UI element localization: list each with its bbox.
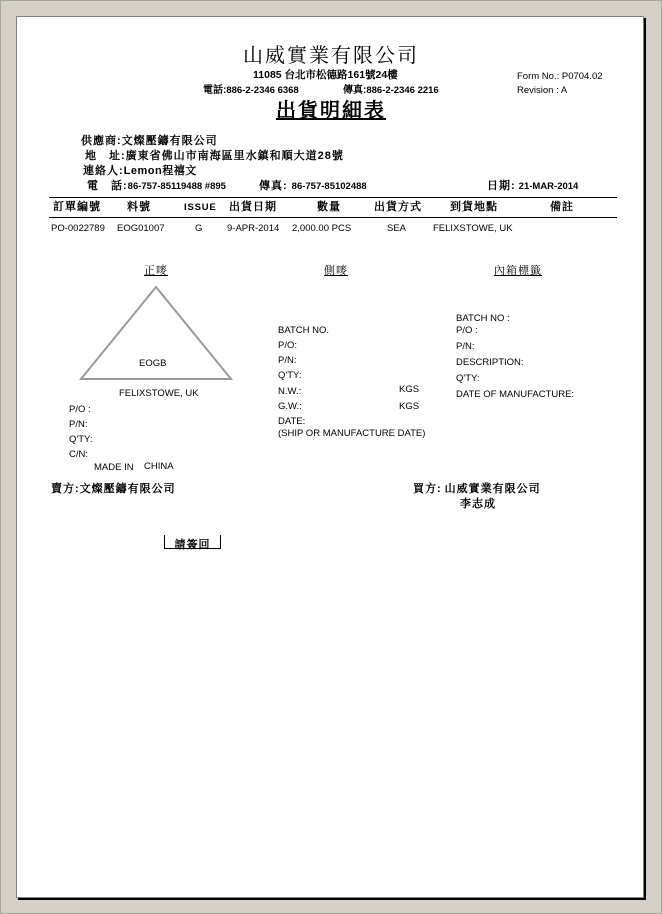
seller-signature — [51, 483, 176, 496]
side-mark-qty: Q'TY: — [278, 370, 302, 381]
side-mark-gw: G.W.: — [278, 401, 302, 412]
company-fax-label: 傳真: — [343, 85, 367, 96]
side-mark-po: P/O: — [278, 340, 298, 351]
buyer-label: 買方: — [413, 483, 442, 495]
inner-label-description: DESCRIPTION: — [456, 357, 524, 368]
supplier-vendor — [81, 135, 218, 148]
main-mark-code: EOGB — [139, 358, 167, 369]
inner-label-qty: Q'TY: — [456, 373, 480, 384]
company-fax-value: 886-2-2346 2216 — [366, 85, 439, 96]
supplier-address — [85, 150, 344, 163]
sign-back-box — [164, 535, 221, 549]
header-ship-date: 出貨日期 — [229, 201, 277, 213]
main-mark-origin-value: CHINA — [144, 461, 174, 472]
side-mark-date-note: (SHIP OR MANUFACTURE DATE) — [278, 428, 426, 439]
document-date-label: 日期: — [487, 180, 516, 192]
cell-quantity: 2,000.00 PCS — [292, 223, 352, 234]
inner-label-manufacture-date: DATE OF MANUFACTURE: — [456, 389, 575, 400]
inner-label-po: P/O : — [456, 325, 478, 336]
main-mark-heading: 正嘜 — [144, 265, 168, 277]
inner-label-batch-no: BATCH NO : — [456, 313, 510, 324]
side-mark-batch-no: BATCH NO. — [278, 325, 330, 336]
supplier-fax-label: 傳真: — [259, 180, 288, 192]
header-part-no: 料號 — [127, 201, 151, 213]
header-ship-method: 出貨方式 — [374, 201, 422, 213]
company-tel-label: 電話: — [203, 85, 227, 96]
document-title: 出貨明細表 — [276, 100, 386, 122]
company-tel — [203, 84, 299, 97]
side-mark-gw-unit: KGS — [399, 401, 420, 412]
supplier-contact — [83, 165, 197, 178]
supplier-vendor-label: 供應商: — [81, 135, 122, 147]
side-mark-heading: 側嘜 — [324, 265, 348, 277]
form-number: Form No.: P0704.02 — [517, 71, 603, 82]
seller-name: 文燦壓鑄有限公司 — [79, 483, 176, 495]
side-mark-date: DATE: — [278, 416, 306, 427]
company-tel-value: 886-2-2346 6368 — [226, 85, 299, 96]
inner-label-heading: 內箱標籤 — [494, 265, 542, 277]
cell-issue: G — [195, 223, 203, 234]
supplier-address-value: 廣東省佛山市南海區里水鎮和順大道28號 — [125, 150, 344, 162]
supplier-contact-label: 連絡人: — [83, 165, 124, 177]
seller-label: 賣方: — [51, 483, 80, 495]
inner-label-pn: P/N: — [456, 341, 475, 352]
main-mark-pn: P/N: — [69, 419, 88, 430]
supplier-tel-label: 電 話: — [87, 180, 128, 192]
supplier-fax — [259, 180, 367, 193]
main-mark-po: P/O : — [69, 404, 91, 415]
cell-order-no: PO-0022789 — [51, 223, 105, 234]
buyer-name: 山威實業有限公司 — [444, 483, 541, 495]
header-order-no: 訂單編號 — [53, 201, 101, 213]
cell-part-no: EOG01007 — [117, 223, 165, 234]
buyer-signature — [413, 483, 541, 496]
sign-back-note: 請簽回 — [174, 539, 211, 551]
side-mark-pn: P/N: — [278, 355, 297, 366]
buyer-contact: 李志成 — [460, 498, 496, 510]
cell-destination: FELIXSTOWE, UK — [433, 223, 513, 234]
main-mark-qty: Q'TY: — [69, 434, 93, 445]
main-mark-cn: C/N: — [69, 449, 88, 460]
company-name: 山威實業有限公司 — [243, 45, 419, 67]
side-mark-nw-unit: KGS — [399, 384, 420, 395]
supplier-tel — [87, 180, 226, 193]
form-revision: Revision : A — [517, 85, 568, 96]
main-mark-destination: FELIXSTOWE, UK — [119, 388, 199, 399]
main-mark-origin-label: MADE IN — [94, 462, 134, 473]
cell-ship-method: SEA — [387, 223, 407, 234]
supplier-tel-value: 86-757-85119488 #895 — [127, 181, 226, 192]
supplier-address-label: 地 址: — [85, 150, 126, 162]
side-mark-nw: N.W.: — [278, 386, 302, 397]
company-fax — [343, 84, 439, 97]
document-date — [487, 180, 578, 193]
header-quantity: 數量 — [317, 201, 341, 213]
supplier-vendor-value: 文燦壓鑄有限公司 — [121, 135, 218, 147]
table-header-rule — [49, 217, 617, 218]
header-remark: 備註 — [550, 201, 574, 213]
document-date-value: 21-MAR-2014 — [518, 181, 579, 192]
header-destination: 到貨地點 — [450, 201, 498, 213]
supplier-contact-value: Lemon程禧文 — [123, 165, 197, 177]
supplier-fax-value: 86-757-85102488 — [291, 181, 367, 192]
cell-ship-date: 9-APR-2014 — [227, 223, 280, 234]
document-page — [16, 16, 644, 898]
header-issue: ISSUE — [184, 202, 217, 213]
company-address: 11085 台北市松德路161號24樓 — [253, 69, 398, 81]
table-top-rule — [49, 197, 617, 198]
